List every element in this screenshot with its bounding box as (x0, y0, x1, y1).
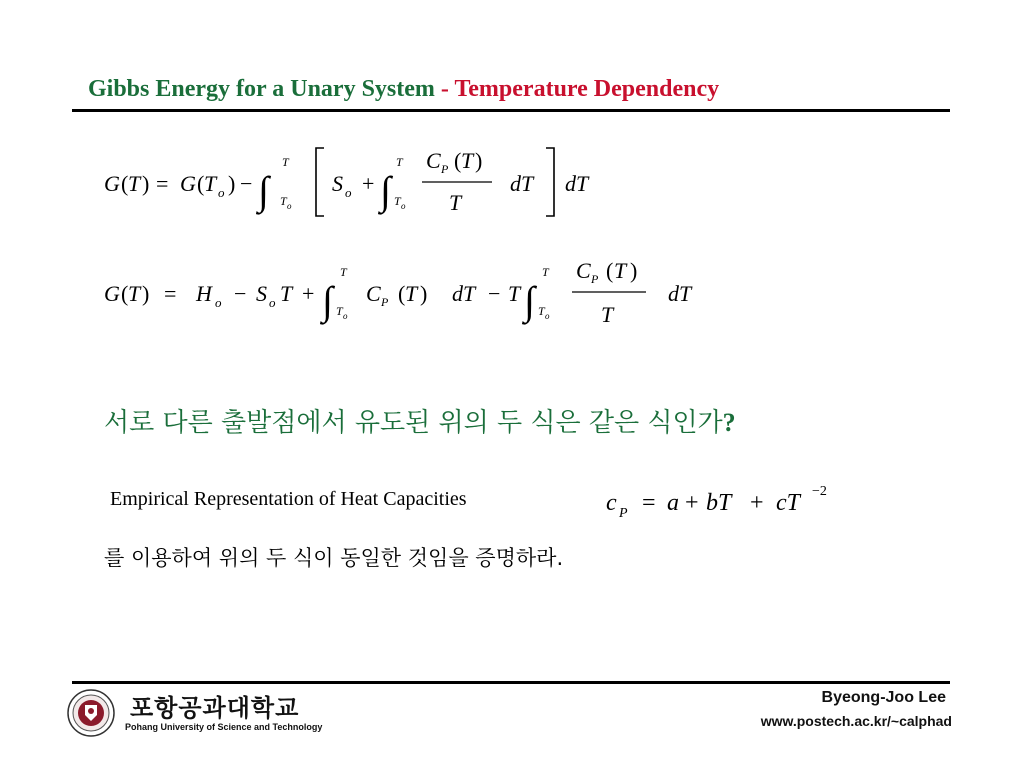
svg-text:dT: dT (510, 171, 534, 196)
title-part1: Gibbs Energy for a Unary System (88, 76, 435, 102)
equation-2-group (104, 258, 693, 327)
svg-text:T: T (336, 304, 343, 318)
svg-text:o: o (218, 185, 225, 200)
slide-title (88, 76, 719, 103)
svg-text:∫: ∫ (258, 168, 269, 213)
svg-text:bT: bT (706, 490, 732, 516)
svg-text:T: T (282, 155, 289, 169)
question-text (104, 402, 736, 439)
svg-text:dT: dT (565, 171, 589, 196)
title-separator: - (434, 76, 455, 102)
svg-text:H: H (196, 281, 212, 306)
svg-text:∫: ∫ (380, 168, 391, 213)
svg-text:+: + (685, 490, 699, 516)
svg-text:−: − (234, 281, 247, 306)
svg-text:P: P (381, 295, 389, 309)
university-seal (68, 690, 114, 736)
svg-text:+: + (362, 171, 375, 196)
svg-text:dT: dT (452, 281, 476, 306)
svg-text:T: T (280, 281, 293, 306)
svg-text:+: + (302, 281, 315, 306)
svg-text:=: = (164, 281, 177, 306)
svg-text:(: ( (121, 281, 129, 306)
footer-rule (72, 681, 950, 684)
svg-text:T: T (128, 171, 141, 196)
title-underline (72, 109, 950, 112)
svg-text:T: T (508, 281, 521, 306)
svg-text:∫: ∫ (322, 278, 333, 323)
svg-text:cT: cT (776, 490, 800, 516)
title-part2: Temperature Dependency (454, 76, 720, 102)
question-body: 서로 다른 출발점에서 유도된 위의 두 식은 같은 식인가 (104, 408, 723, 438)
svg-text:−2: −2 (812, 484, 827, 499)
svg-text:∫: ∫ (524, 278, 535, 323)
svg-text:+: + (750, 490, 764, 516)
svg-text:T: T (542, 265, 549, 279)
svg-text:o: o (215, 295, 222, 310)
svg-text:o: o (545, 311, 550, 321)
svg-text:): ) (420, 281, 428, 306)
svg-text:P: P (591, 272, 599, 286)
svg-text:T: T (449, 190, 462, 215)
svg-text:C: C (576, 258, 591, 283)
svg-text:T: T (614, 258, 627, 283)
svg-text:S: S (332, 171, 343, 196)
svg-text:o: o (343, 311, 348, 321)
svg-text:o: o (401, 201, 406, 211)
svg-text:(: ( (454, 148, 462, 173)
svg-text:T: T (538, 304, 545, 318)
svg-text:P: P (619, 506, 628, 521)
svg-text:o: o (287, 201, 292, 211)
svg-text:(: ( (197, 171, 205, 196)
svg-text:−: − (488, 281, 501, 306)
svg-text:T: T (280, 194, 287, 208)
svg-text:−: − (240, 171, 253, 196)
svg-text:T: T (396, 155, 403, 169)
svg-text:T: T (405, 281, 418, 306)
svg-text:=: = (156, 171, 169, 196)
prove-instruction: 를 이용하여 위의 두 식이 동일한 것임을 증명하라. (104, 546, 564, 570)
svg-text:T: T (340, 265, 347, 279)
svg-text:T: T (601, 302, 614, 327)
svg-text:): ) (475, 148, 483, 173)
svg-text:): ) (630, 258, 638, 283)
svg-text:(: ( (121, 171, 129, 196)
svg-text:dT: dT (668, 281, 692, 306)
empirical-label: Empirical Representation of Heat Capacities (110, 488, 467, 510)
svg-text:G: G (104, 171, 120, 196)
svg-text:): ) (142, 281, 150, 306)
svg-text:G: G (180, 171, 196, 196)
svg-text:C: C (366, 281, 381, 306)
logo-english-name: Pohang University of Science and Technology (125, 722, 323, 732)
svg-text:(: ( (606, 258, 614, 283)
svg-text:P: P (441, 162, 449, 176)
svg-text:T: T (204, 171, 217, 196)
equation-1-group (104, 148, 590, 216)
svg-text:T: T (461, 148, 474, 173)
svg-text:): ) (228, 171, 236, 196)
svg-text:a: a (667, 490, 679, 516)
author-name: Byeong-Joo Lee (821, 689, 946, 706)
svg-text:c: c (606, 490, 617, 516)
svg-text:T: T (394, 194, 401, 208)
question-mark: ? (722, 408, 736, 437)
svg-text:S: S (256, 281, 267, 306)
svg-text:T: T (128, 281, 141, 306)
heat-capacity-formula (606, 484, 827, 521)
logo-korean-name: 포항공과대학교 (130, 694, 300, 722)
svg-text:): ) (142, 171, 150, 196)
author-url: www.postech.ac.kr/~calphad (760, 713, 952, 729)
svg-text:G: G (104, 281, 120, 306)
svg-text:o: o (269, 295, 276, 310)
svg-text:o: o (345, 185, 352, 200)
svg-text:(: ( (398, 281, 406, 306)
svg-text:C: C (426, 148, 441, 173)
svg-text:=: = (642, 490, 656, 516)
